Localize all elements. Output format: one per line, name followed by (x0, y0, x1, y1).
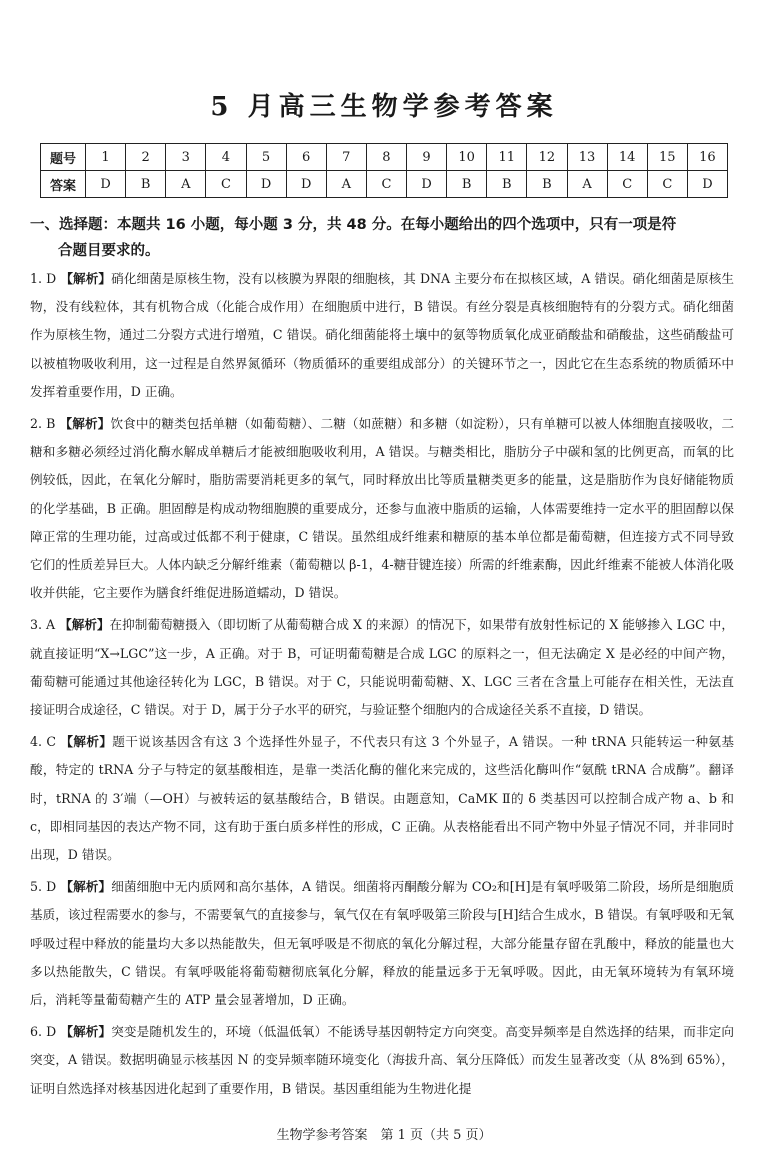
section-heading-line1: 一、选择题：本题共 16 小题，每小题 3 分，共 48 分。在每小题给出的四个选项中，只有一项是符 (30, 217, 677, 233)
question-number: 8 (366, 144, 406, 171)
answer-cell: C (366, 171, 406, 198)
explanation-item (30, 873, 734, 1014)
question-number: 11 (487, 144, 527, 171)
answer-cell: B (527, 171, 567, 198)
answer-cell: D (246, 171, 286, 198)
question-number: 13 (567, 144, 607, 171)
answer-cell: C (607, 171, 647, 198)
question-number: 10 (447, 144, 487, 171)
answer-row (41, 171, 728, 198)
analysis-tag: 【解析】 (60, 271, 112, 286)
item-text: 突变是随机发生的，环境（低温低氧）不能诱导基因朝特定方向突变。高变异频率是自然选择的结果，而非定向突变，A 错误。数据明确显示核基因 N 的变异频率随环境变化（海拔升高、氧分压降低）而发生显著改变（从 8%到 65%），证明自然选择对核基因进化起到了重要作用，B 错误。基因重组能为生物进化提 (30, 1024, 734, 1096)
row-label: 答案 (41, 171, 86, 198)
question-number: 4 (206, 144, 246, 171)
answer-cell: A (567, 171, 607, 198)
question-number: 12 (527, 144, 567, 171)
answer-cell: D (86, 171, 126, 198)
item-text: 硝化细菌是原核生物，没有以核膜为界限的细胞核，其 DNA 主要分布在拟核区域，A 错误。硝化细菌是原核生物，没有线粒体，其有机物合成（化能合成作用）在细胞质中进行，B 错误。有丝分裂是真核细胞特有的分裂方式。硝化细菌作为原核生物，通过二分裂方式进行增殖，C 错误。硝化细菌能将土壤中的氨等物质氧化成亚硝酸盐和硝酸盐，这些硝酸盐可以被植物吸收利用，这一过程是自然界氮循环（物质循环的重要组成部分）的关键环节之一，因此它在生态系统的物质循环中发挥着重要作用，D 正确。 (30, 271, 734, 399)
question-number: 2 (126, 144, 166, 171)
row-label: 题号 (41, 144, 86, 171)
analysis-tag: 【解析】 (60, 734, 113, 750)
explanation-item (30, 728, 734, 869)
answer-key-table (40, 143, 728, 198)
question-number: 9 (407, 144, 447, 171)
answer-cell: B (447, 171, 487, 198)
answer-cell: A (166, 171, 206, 198)
question-number: 1 (86, 144, 126, 171)
item-answer: 3. A (30, 617, 56, 633)
item-answer: 4. C (30, 734, 57, 750)
analysis-tag: 【解析】 (60, 879, 112, 895)
answer-cell: B (126, 171, 166, 198)
answer-cell: A (326, 171, 366, 198)
analysis-tag: 【解析】 (60, 1024, 112, 1040)
answer-cell: D (687, 171, 727, 198)
answer-cell: C (206, 171, 246, 198)
question-number: 16 (687, 144, 727, 171)
answer-cell: B (487, 171, 527, 198)
analysis-tag: 【解析】 (59, 416, 111, 432)
question-number: 3 (166, 144, 206, 171)
item-text: 饮食中的糖类包括单糖（如葡萄糖）、二糖（如蔗糖）和多糖（如淀粉），只有单糖可以被人体细胞直接吸收，二糖和多糖必须经过消化酶水解成单糖后才能被细胞吸收利用，A 错误。与糖类相比，脂肪分子中碳和氢的比例更高，而氧的比例较低，因此，在氧化分解时，脂肪需要消耗更多的氧气，同时释放出比等质量糖类更多的能量，这是脂肪作为良好储能物质的化学基础，B 正确。胆固醇是构成动物细胞膜的重要成分，还参与血液中脂质的运输，人体需要维持一定水平的胆固醇以保障正常的生理功能，过高或过低都不利于健康，C 错误。虽然组成纤维素和糖原的基本单位都是葡萄糖，但连接方式不同导致它们的性质差异巨大。人体内缺乏分解纤维素（葡萄糖以 β-1，4-糖苷键连接）所需的纤维素酶，因此纤维素不能被人体消化吸收并供能，它主要作为膳食纤维促进肠道蠕动，D 错误。 (30, 416, 734, 601)
question-number: 14 (607, 144, 647, 171)
question-number: 15 (647, 144, 687, 171)
item-answer: 6. D (30, 1024, 57, 1040)
explanation-item (30, 1018, 734, 1103)
page-title: 5 月高三生物学参考答案 (210, 92, 558, 122)
explanation-item (30, 265, 734, 406)
item-text: 题干说该基因含有这 3 个选择性外显子，不代表只有这 3 个外显子，A 错误。一种 tRNA 只能转运一种氨基酸，特定的 tRNA 分子与特定的氨基酸相连，是靠一类活化酶的催化来完成的，这些活化酶叫作“氨酰 tRNA 合成酶”。翻译时，tRNA 的 3′端（—OH）与被转运的氨基酸结合，B 错误。由题意知，CaMK Ⅱ的 δ 类基因可以控制合成产物 a、b 和 c，即相同基因的表达产物不同，这有助于蛋白质多样性的形成，C 正确。从表格能看出不同产物中外显子情况不同，并非同时出现，D 错误。 (30, 734, 734, 863)
item-text: 在抑制葡萄糖摄入（即切断了从葡萄糖合成 X 的来源）的情况下，如果带有放射性标记的 X 能够掺入 LGC 中，就直接证明“X→LGC”这一步，A 正确。对于 B，可证明葡萄糖是合成 LGC 的原料之一，但无法确定 X 是必经的中间产物，葡萄糖可能通过其他途径转化为 LGC，B 错误。对于 C，只能说明葡萄糖、X、LGC 三者在含量上可能存在相关性，无法直接证明合成途径，C 错误。对于 D，属于分子水平的研究，与验证整个细胞内的合成途径关系不直接，D 错误。 (30, 617, 734, 718)
question-number: 5 (246, 144, 286, 171)
item-answer: 2. B (30, 416, 56, 432)
item-text: 细菌细胞中无内质网和高尔基体，A 错误。细菌将丙酮酸分解为 CO₂和[H]是有氧呼吸第二阶段，场所是细胞质基质，该过程需要水的参与，不需要氧气的直接参与，氧气仅在有氧呼吸第三阶段与[H]结合生成水，B 错误。有氧呼吸和无氧呼吸过程中释放的能量均大多以热能散失，但无氧呼吸是不彻底的氧化分解过程，大部分能量存留在乳酸中，释放的能量也大多以热能散失，C 错误。有氧呼吸能将葡萄糖彻底氧化分解，释放的能量远多于无氧呼吸。因此，由无氧环境转为有氧环境后，消耗等量葡萄糖产生的 ATP 量会显著增加，D 正确。 (30, 879, 735, 1008)
answer-cell: D (407, 171, 447, 198)
question-number: 7 (326, 144, 366, 171)
explanation-list (30, 265, 734, 1107)
section-heading (30, 212, 730, 264)
section-heading-line2: 合题目要求的。 (58, 243, 160, 259)
item-answer: 1. D (30, 271, 57, 286)
item-answer: 5. D (30, 879, 57, 895)
explanation-item (30, 410, 734, 607)
explanation-item (30, 611, 734, 724)
question-number-row (41, 144, 728, 171)
answer-cell: C (647, 171, 687, 198)
analysis-tag: 【解析】 (59, 617, 110, 633)
page-footer: 生物学参考答案 第 1 页（共 5 页） (276, 1128, 492, 1143)
question-number: 6 (286, 144, 326, 171)
answer-cell: D (286, 171, 326, 198)
